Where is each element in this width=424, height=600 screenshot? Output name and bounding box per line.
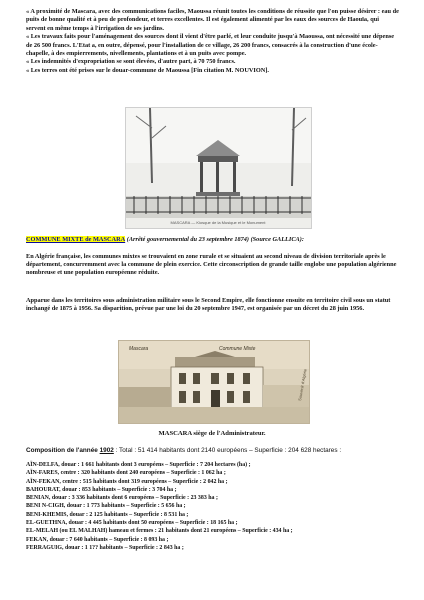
commune-mixte-title: COMMUNE MIXTE de MASCARA <box>26 236 126 243</box>
photo-place-label: Mascara <box>129 346 149 352</box>
administrator-building-photo <box>118 340 310 424</box>
photo-stamp: Souvenir d'Algérie <box>297 368 308 402</box>
list-item: AÏN-FEKAN, centre : 515 habitants dont 319 européens – Superficie : 2 042 ha ; <box>26 478 228 485</box>
list-item: BAHOURAT, douar : 853 habitants – Superficie : 3 704 ha ; <box>26 486 177 493</box>
heading-citation: (Arrêté gouvernemental du 23 septembre 1874) (Source GALLICA): <box>126 236 304 243</box>
list-item: FERRAGUIG, douar : 1 1?? habitants – Superficie : 2 843 ha ; <box>26 544 184 551</box>
composition-total: : Total : 51 414 habitants dont 2140 européens – Superficie : 204 628 hectares : <box>115 447 342 454</box>
list-item: BENIAN, douar : 3 336 habitants dont 6 européens – Superficie : 23 383 ha ; <box>26 495 218 502</box>
list-item: BENI-KHEMIS, douar : 2 125 habitants – Superficie : 8 531 ha ; <box>26 511 189 518</box>
intro-paragraph: « A proximité de Mascara, avec des communications faciles, Maoussa réunit toutes les conditions de réussite que l'on puisse désirer : eau de puits de bonne qualité et à peu de profondeur, et terres excellentes. Il est également alimenté par les eaux des sources de Haouïa, qui servent en même temps à l'irrigation de ses jardins. <box>26 8 399 32</box>
kiosk-photo-caption: MASCARA — Kiosque de la Musique et le Monument <box>170 220 266 225</box>
intro-quote <box>26 8 400 75</box>
history-paragraph: Apparue dans les territoires sous administration militaire sous le Second Empire, elle fonctionne ensuite en territoire civil sous un statut inchangé de 1875 à 1956. Sa disparition, prévue par une loi du 20 septembre 1947, est organisée par un décret du 28 juin 1956. <box>26 297 391 313</box>
composition-summary <box>26 447 416 454</box>
list-item: EL-GUETHNA, douar : 4 445 habitants dont 50 européens – Superficie : 18 165 ha ; <box>26 520 238 527</box>
list-item: EL-MELAH (ou EL MALHAH) hameau et fermes : 21 habitants dont 21 européens – Superficie : 434 ha ; <box>26 528 293 535</box>
list-item: AÏN-DELFA, douar : 1 661 habitants dont 3 européens – Superficie : 7 204 hectares (ha) ; <box>26 462 251 468</box>
localities-list <box>26 461 416 552</box>
composition-label: Composition de l'année <box>26 447 98 454</box>
intro-paragraph: « Les terres ont été prises sur le douar-commune de Maoussa [Fin citation M. NOUVION]. <box>26 66 269 74</box>
list-item: AÏN-FARES, centre : 320 habitants dont 240 européens – Superficie : 1 062 ha ; <box>26 470 226 477</box>
composition-year: 1902 <box>99 447 114 454</box>
photo-title-label: Commune Mixte <box>219 346 256 352</box>
kiosk-photo <box>125 107 312 229</box>
list-item: BENI N-CIGH, douar : 1 773 habitants – Superficie : 5 656 ha ; <box>26 503 186 510</box>
list-item: FEKAN, douar : 7 640 habitants – Superficie : 8 093 ha ; <box>26 536 169 543</box>
kiosk-photo-drawing <box>126 108 311 228</box>
intro-paragraph: « Les indemnités d'expropriation se sont élevées, d'autre part, à 70 750 francs. <box>26 58 236 66</box>
definition-paragraph: En Algérie française, les communes mixtes se trouvaient en zone rurale et se situaient au second niveau de division territoriale après le département, concurremment avec la commune de plein exercice. Cette circonscription de grande taille englobe une population algérienne nombreuse et une population européenne réduite. <box>26 253 397 277</box>
section-heading <box>26 236 406 244</box>
photo-caption: MASCARA siège de l'Administrateur. <box>158 430 266 437</box>
administrator-building-drawing <box>119 341 309 423</box>
intro-paragraph: « Les travaux faits pour l'aménagement des sources dont il vient d'être parlé, et leur conduite jusqu'à Maoussa, ont nécessité une dépense de 26 500 francs. L'Etat a, en outre, dépensé, pour l'installation de ce village, 26 200 francs, consacrés à la construction d'une école-chapelle, à des empierrements, nivellements, plantations et à un puits avec pompe. <box>26 33 395 58</box>
